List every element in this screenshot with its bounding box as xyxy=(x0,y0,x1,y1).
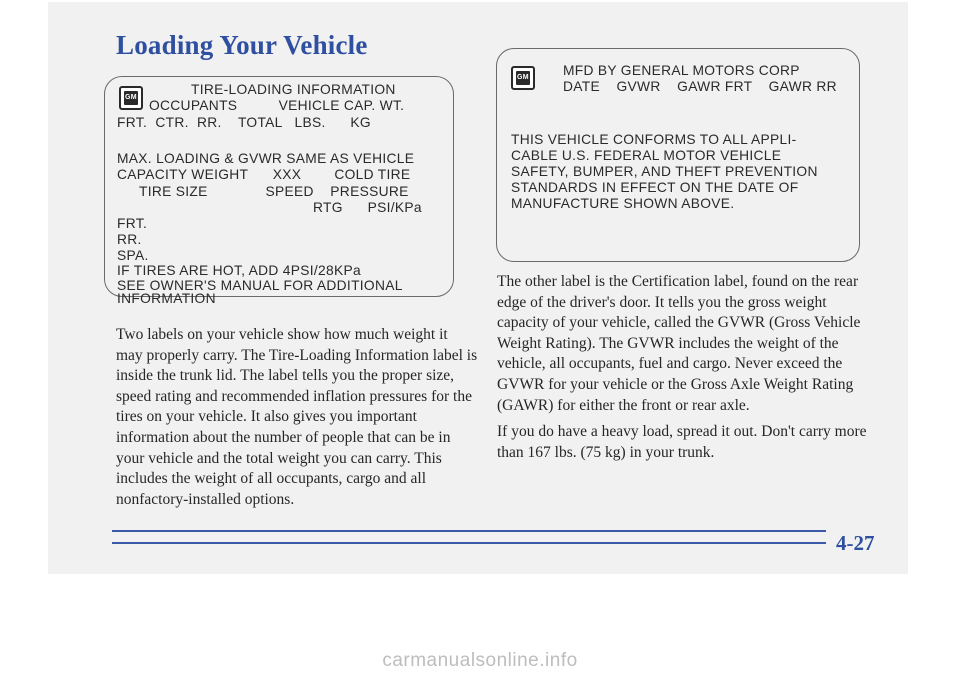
label-line: SAFETY, BUMPER, AND THEFT PREVENTION xyxy=(511,164,818,179)
gm-logo-icon: GM xyxy=(119,86,143,110)
footer-rule xyxy=(112,542,826,544)
label-line: FRT. xyxy=(117,216,148,231)
gm-logo-icon: GM xyxy=(511,66,535,90)
tire-loading-label xyxy=(104,76,454,306)
paragraph: The other label is the Certification label, found on the rear edge of the driver's door. It tells you the gross weight capacity of your vehicle, called the GVWR (Gross Vehicle Weight Rating). The GVWR includes the weight of the vehicle, all occupants, fuel and cargo. Never exceed the GVWR for your vehicle or the Gross Axle Weight Rating (GAWR) for either the front or rear axle. xyxy=(497,273,861,414)
certification-label xyxy=(496,48,860,262)
label-line: THIS VEHICLE CONFORMS TO ALL APPLI- xyxy=(511,132,797,147)
label-line: MAX. LOADING & GVWR SAME AS VEHICLE xyxy=(117,151,415,166)
label-line: MFD BY GENERAL MOTORS CORP xyxy=(563,63,800,78)
label-line: TIRE-LOADING INFORMATION xyxy=(191,82,396,97)
label-line: SEE OWNER'S MANUAL FOR ADDITIONAL xyxy=(117,278,403,293)
footer-rule xyxy=(112,530,826,532)
label-line: SPA. xyxy=(117,248,149,263)
label-line: CAPACITY WEIGHT XXX COLD TIRE xyxy=(117,167,411,182)
label-line: FRT. CTR. RR. TOTAL LBS. KG xyxy=(117,115,371,130)
page-number: 4-27 xyxy=(836,531,875,555)
label-line: TIRE SIZE SPEED PRESSURE xyxy=(139,184,409,199)
label-line: IF TIRES ARE HOT, ADD 4PSI/28KPa xyxy=(117,263,361,278)
label-line: MANUFACTURE SHOWN ABOVE. xyxy=(511,196,735,211)
paragraph: If you do have a heavy load, spread it out. Don't carry more than 167 lbs. (75 kg) in your trunk. xyxy=(497,423,867,461)
label-line: DATE GVWR GAWR FRT GAWR RR xyxy=(563,79,837,94)
watermark: carmanualsonline.info xyxy=(382,650,578,671)
left-column-text xyxy=(116,325,478,516)
label-line: STANDARDS IN EFFECT ON THE DATE OF xyxy=(511,180,799,195)
paragraph: Two labels on your vehicle show how much weight it may properly carry. The Tire-Loading Information label is inside the trunk lid. The label tells you the proper size, speed rating and recommended inflation pressures for the tires on your vehicle. It also gives you important information about the number of people that can be in your vehicle and the total weight you can carry. This includes the weight of all occupants, cargo and all nonfactory-installed options. xyxy=(116,326,478,508)
label-line: CABLE U.S. FEDERAL MOTOR VEHICLE xyxy=(511,148,782,163)
label-line: RR. xyxy=(117,232,142,247)
label-line: RTG PSI/KPa xyxy=(313,200,422,215)
right-column-text xyxy=(497,272,877,469)
page-title: Loading Your Vehicle xyxy=(116,30,368,60)
label-line: INFORMATION xyxy=(117,291,216,306)
label-line: OCCUPANTS VEHICLE CAP. WT. xyxy=(149,98,405,113)
